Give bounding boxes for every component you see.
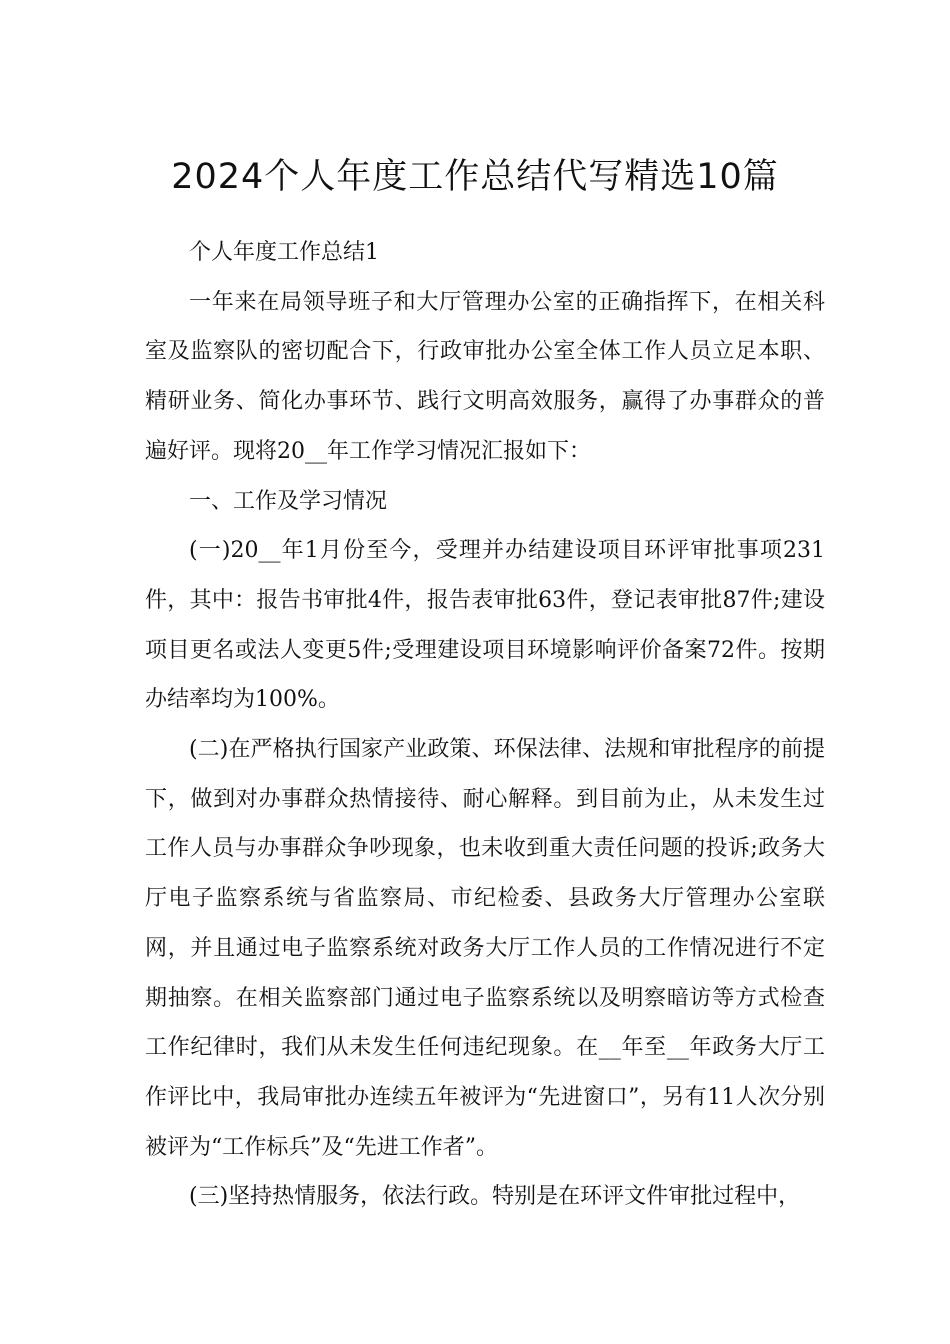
document-title: 2024个人年度工作总结代写精选10篇 [171, 157, 779, 198]
paragraph-item-3: (三)坚持热情服务，依法行政。特别是在环评文件审批过程中， [189, 1184, 801, 1210]
paragraph-item-2: (二)在严格执行国家产业政策、环保法律、法规和审批程序的前提下，做到对办事群众热情接待、耐心解释。到目前为止，从未发生过工作人员与办事群众争吵现象，也未收到重大责任问题的投诉;政务大厅电子监察系统与省监察局、市纪检委、县政务大厅管理办公室联网，并且通过电子监察系统对政务大厅工作人员的工作情况进行不定期抽察。在相关监察部门通过电子监察系统以及明察暗访等方式检查工作纪律时，我们从未发生任何违纪现象。在__年至__年政务大厅工作评比中，我局审批办连续五年被评为“先进窗口”，另有11人次分别被评为“工作标兵”及“先进工作者”。 [145, 737, 825, 1160]
intro-paragraph: 一年来在局领导班子和大厅管理办公室的正确指挥下，在相关科室及监察队的密切配合下，行政审批办公室全体工作人员立足本职、精研业务、简化办事环节、践行文明高效服务，赢得了办事群众的普遍好评。现将20__年工作学习情况汇报如下： [145, 289, 825, 464]
section-heading-work-study: 一、工作及学习情况 [189, 488, 388, 514]
document-body [145, 228, 825, 1222]
section-heading-summary-1: 个人年度工作总结1 [189, 240, 379, 265]
paragraph-item-1: (一)20__年1月份至今，受理并办结建设项目环评审批事项231件，其中：报告书审批4件，报告表审批63件，登记表审批87件;建设项目更名或法人变更5件;受理建设项目环境影响评价备案72件。按期办结率均为100%。 [145, 538, 825, 713]
